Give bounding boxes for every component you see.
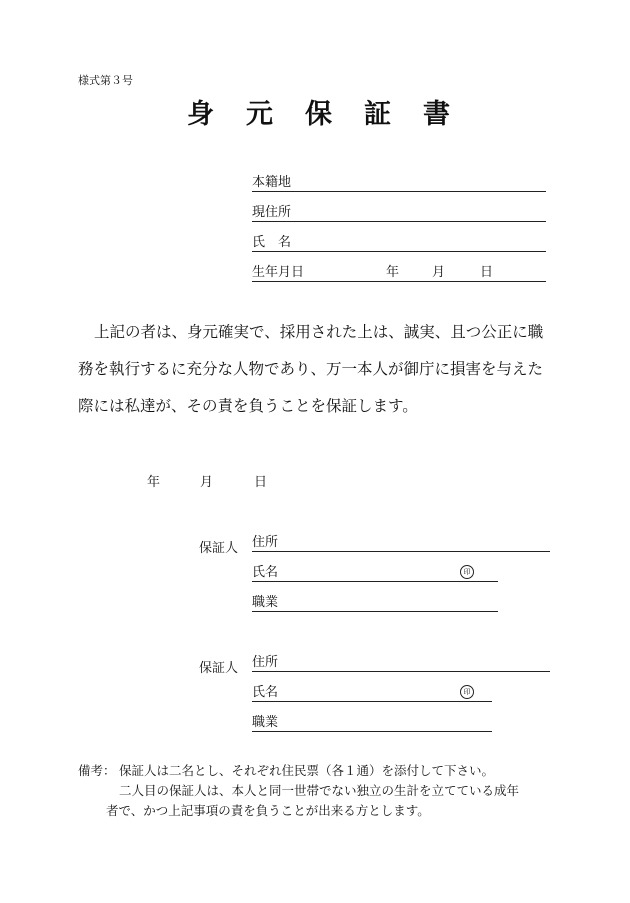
guarantor-2-label: 保証人 bbox=[199, 661, 239, 676]
guarantor-2-address-field[interactable] bbox=[252, 656, 550, 672]
statement-line-3: 際には私達が、その責を負うことを保証します。 bbox=[78, 397, 418, 415]
guarantor-1-name-field[interactable] bbox=[252, 566, 498, 582]
form-number: 様式第３号 bbox=[78, 74, 133, 87]
date-day-label: 日 bbox=[254, 475, 268, 490]
guarantor-1-seal-mark: 印 bbox=[460, 565, 474, 579]
guarantor-1-label: 保証人 bbox=[199, 541, 239, 556]
remarks-line-3: 者で、かつ上記事項の責を負うことが出来る方とします。 bbox=[106, 803, 430, 818]
name-field[interactable] bbox=[252, 236, 546, 252]
guarantee-statement bbox=[78, 314, 558, 425]
guarantor-2-seal-mark: 印 bbox=[460, 685, 474, 699]
birthdate-label: 生年月日 bbox=[252, 265, 305, 280]
statement-line-2: 務を執行するに充分な人物であり、万一本人が御庁に損害を与えた bbox=[78, 360, 544, 378]
guarantor-2-occupation-field[interactable] bbox=[252, 716, 492, 732]
guarantor-2-name-label: 氏名 bbox=[252, 685, 279, 700]
domicile-label: 本籍地 bbox=[252, 175, 292, 190]
guarantor-1-occupation-field[interactable] bbox=[252, 596, 498, 612]
remarks-line-1: 保証人は二名とし、それぞれ住民票（各１通）を添付して下さい。 bbox=[119, 763, 495, 778]
guarantor-1-name-label: 氏名 bbox=[252, 565, 279, 580]
date-year-label: 年 bbox=[147, 475, 161, 490]
name-label: 氏 名 bbox=[252, 235, 292, 250]
date-month-label: 月 bbox=[200, 475, 214, 490]
guarantor-1-address-field[interactable] bbox=[252, 536, 550, 552]
page-title: 身元保証書 bbox=[187, 99, 482, 130]
remarks-heading: 備考： bbox=[78, 763, 116, 778]
birth-day-label: 日 bbox=[480, 265, 494, 280]
birthdate-field[interactable] bbox=[252, 266, 546, 282]
domicile-field[interactable] bbox=[252, 176, 546, 192]
guarantor-2-occupation-label: 職業 bbox=[252, 715, 279, 730]
remarks-line-2: 二人目の保証人は、本人と同一世帯でない独立の生計を立てている成年 bbox=[119, 783, 520, 798]
birth-month-label: 月 bbox=[432, 265, 446, 280]
guarantor-2-name-field[interactable] bbox=[252, 686, 492, 702]
guarantor-1-occupation-label: 職業 bbox=[252, 595, 279, 610]
guarantor-1-address-label: 住所 bbox=[252, 535, 279, 550]
birth-year-label: 年 bbox=[386, 265, 400, 280]
address-label: 現住所 bbox=[252, 205, 292, 220]
statement-line-1: 上記の者は、身元確実で、採用された上は、誠実、且つ公正に職 bbox=[94, 323, 544, 341]
address-field[interactable] bbox=[252, 206, 546, 222]
guarantor-2-address-label: 住所 bbox=[252, 655, 279, 670]
